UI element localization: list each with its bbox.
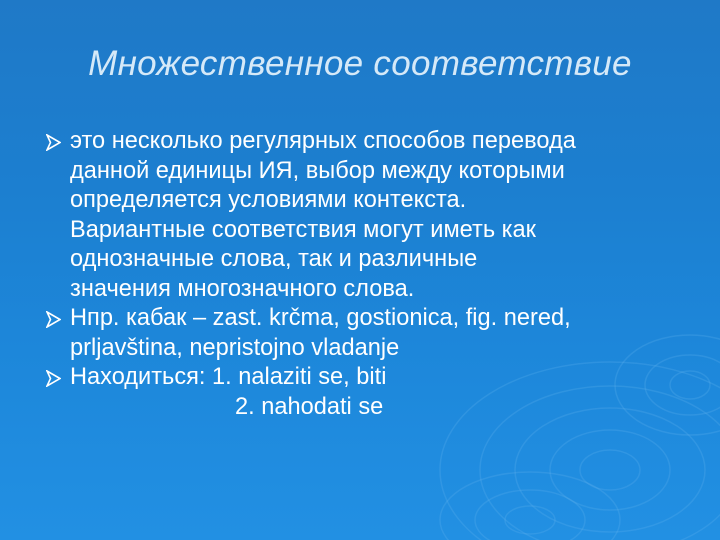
bullet-line: определяется условиями контекста.	[70, 187, 467, 213]
bullet-line: значения многозначного слова.	[70, 275, 415, 302]
bullet-item	[46, 127, 706, 304]
bullet-item	[46, 304, 706, 363]
arrow-bullet-icon	[46, 311, 61, 328]
bullet-line: данной единицы ИЯ, выбор между которыми	[70, 157, 565, 184]
bullet-line: однозначные слова, так и различные	[70, 246, 478, 272]
bullet-line: prljavština, nepristojno vladanje	[70, 334, 400, 361]
bullet-continuation: 2. nahodati se	[235, 393, 384, 420]
bullet-item	[46, 363, 706, 393]
bullet-line: Вариантные соответствия могут иметь как	[70, 216, 536, 243]
bullet-line: Нпр. кабак – zast. krčma, gostionica, fig. nered,	[70, 305, 571, 331]
arrow-bullet-icon	[46, 370, 61, 387]
bullet-list	[46, 127, 706, 422]
arrow-bullet-icon	[46, 134, 61, 151]
bullet-line: Находиться: 1. nalaziti se, biti	[70, 364, 387, 390]
bullet-line: это несколько регулярных способов перевода	[70, 128, 576, 154]
slide-title: Множественное соответствие	[88, 44, 632, 83]
